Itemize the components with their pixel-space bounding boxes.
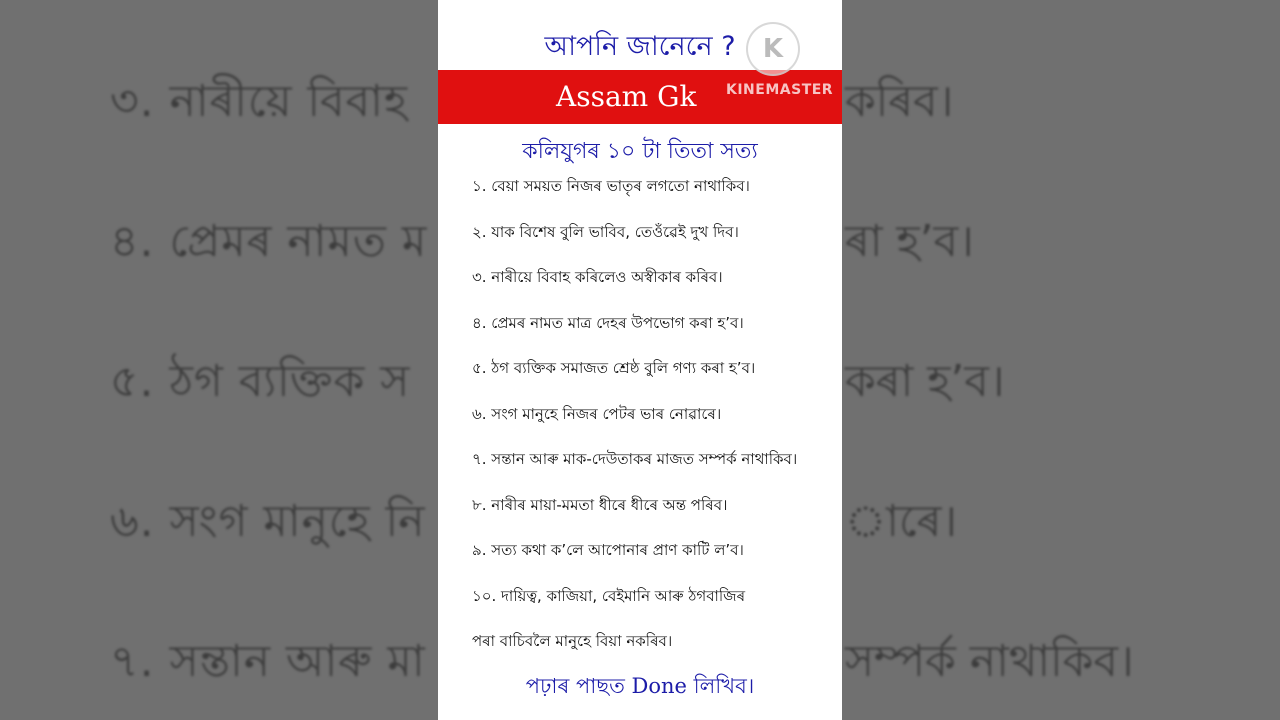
background-line-right: ৰা হ’ব। (845, 216, 974, 267)
background-line-right: াৰে। (845, 496, 958, 547)
kinemaster-watermark: KINEMASTER (726, 82, 834, 98)
list-item: ১. বেয়া সময়ত নিজৰ ভাতৃৰ লগতো নাথাকিব। (472, 177, 750, 195)
background-line: ৭. সন্তান আৰু মা (110, 636, 426, 687)
list-item: ৭. সন্তান আৰু মাক-দেউতাকৰ মাজত সম্পৰ্ক নাথাকিব। (472, 450, 798, 468)
list-item: ৮. নাৰীৰ মায়া-মমতা ধীৰে ধীৰে অন্ত পৰিব। (472, 495, 728, 514)
truths-list (472, 176, 838, 677)
list-item: ৪. প্ৰেমৰ নামত মাত্ৰ দেহৰ উপভোগ কৰা হ’ব। (472, 313, 744, 332)
list-item: ৯. সত্য কথা ক’লে আপোনাৰ প্ৰাণ কাটি ল’ব। (472, 541, 744, 559)
card-subtitle: কলিযুগৰ ১০ টা তিতা সত্য (522, 139, 758, 164)
background-line-right: কৰা হ’ব। (845, 356, 1005, 407)
footer-done: Done (631, 674, 687, 698)
background-line: ৫. ঠগ ব্যক্তিক স (110, 356, 411, 407)
footer-prefix: পঢ়াৰ পাছত (525, 674, 632, 698)
brand-title: Assam Gk (556, 80, 697, 113)
footer-suffix: লিখিব। (686, 674, 755, 698)
kinemaster-logo-icon (746, 22, 800, 76)
list-item: ৫. ঠগ ব্যক্তিক সমাজত শ্ৰেষ্ঠ বুলি গণ্য কৰা হ’ব। (472, 359, 756, 377)
background-line-right: সম্পৰ্ক নাথাকিব। (845, 636, 1134, 687)
background-line: ৩. নাৰীয়ে বিবাহ (110, 76, 408, 127)
list-item: ২. যাক বিশেষ বুলি ভাবিব, তেওঁৱেই দুখ দিব। (472, 222, 739, 241)
list-item: ৬. সংগ মানুহে নিজৰ পেটৰ ভাৰ নোৱাৰে। (472, 404, 722, 423)
background-line: ৪. প্ৰেমৰ নামত ম (110, 216, 428, 267)
list-item: ১০. দায়িত্ব, কাজিয়া, বেইমানি আৰু ঠগবাজিৰ (472, 586, 746, 605)
list-item: পৰা বাচিবলৈ মানুহে বিয়া নকৰিব। (472, 632, 673, 650)
card-top-title: আপনি জানেনে ? (544, 31, 736, 62)
list-item: ৩. নাৰীয়ে বিবাহ কৰিলেও অস্বীকাৰ কৰিব। (472, 268, 723, 286)
background-line-right: কৰিব। (845, 76, 954, 127)
logo-letter: K (762, 34, 784, 64)
footer-instruction (438, 670, 842, 705)
background-line: ৬. সংগ মানুহে নি (110, 496, 426, 547)
content-card (438, 0, 842, 720)
